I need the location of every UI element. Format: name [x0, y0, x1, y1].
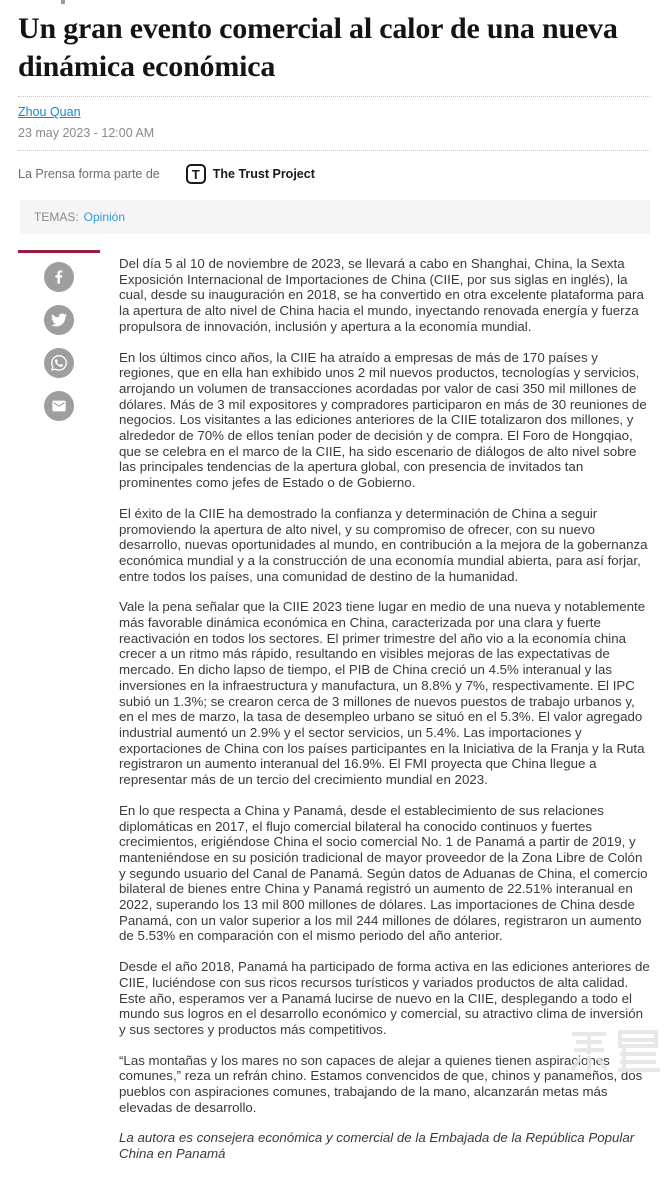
top-edge-artifact [61, 0, 65, 4]
paragraph: El éxito de la CIIE ha demostrado la confianza y determinación de China a seguir promoviendo la apertura de alto nivel, y su compromiso de ofrecer, con su nuevo desarrollo, nuevas oportunidades al mundo, en contribución a la mejora de la gobernanza económica mundial y a la construcción de una economía mundial abierta, para así forjar, entre todos los países, una comunidad de destino de la humanidad. [119, 505, 648, 584]
trust-project-label: The Trust Project [212, 167, 315, 181]
publish-date: 23 may 2023 - 12:00 AM [18, 126, 155, 140]
topics-label: TEMAS: [34, 210, 79, 224]
author-byline: La autora es consejera económica y comercial de la Embajada de la República Popular China en Panamá [119, 1130, 635, 1162]
share-whatsapp-button[interactable] [44, 348, 74, 378]
accent-bar [18, 250, 100, 253]
article-body-region [18, 250, 650, 1177]
trust-project-logo-icon: T [186, 164, 206, 184]
topics-bar [20, 200, 650, 234]
twitter-icon [51, 312, 67, 328]
topic-link-opinion[interactable]: Opinión [83, 210, 126, 224]
page-title: Un gran evento comercial al calor de una nueva dinámica económica [18, 12, 618, 83]
paragraph: En lo que respecta a China y Panamá, desde el establecimiento de sus relaciones diplomáticas en 2017, el flujo comercial bilateral ha conocido continuos y fuertes crecimientos, erigiéndose China el socio comercial No. 1 de Panamá a partir de 2019, y manteniéndose en su posición tradicional de mayor proveedor de la Zona Libre de Colón y segundo usuario del Canal de Panamá. Según datos de Aduanas de China, el comercio bilateral de bienes entre China y Panamá registró un aumento de 22.51% interanual en 2022, superando los 13 mil 800 millones de dólares. Las importaciones de China desde Panamá, con un valor superior a los mil 244 millones de dólares, registraron un aumento de 5.53% en comparación con el mismo periodo del año anterior. [119, 802, 648, 944]
separator [18, 96, 650, 97]
facebook-icon [51, 269, 67, 285]
article-text [119, 250, 650, 1177]
share-email-button[interactable] [44, 391, 74, 421]
share-facebook-button[interactable] [44, 262, 74, 292]
share-buttons [18, 262, 100, 421]
trust-prefix-text: La Prensa forma parte de [18, 167, 160, 181]
share-column [18, 250, 119, 1177]
paragraph: En los últimos cinco años, la CIIE ha atraído a empresas de más de 170 países y regiones, que en ella han exhibido unos 2 mil nuevos productos, tecnologías y servicios, arrojando un volumen de transacciones acordadas por valor de casi 350 mil millones de dólares. Más de 3 mil expositores y compradores participaron en más de 30 reuniones de negocios. Los visitantes a las ediciones anteriores de la CIIE totalizaron dos millones, y alrededor de 70% de ellos tenían poder de decisión y de compra. El Foro de Hongqiao, que se celebra en el marco de la CIIE, ha sido escenario de diálogos de alto nivel sobre las principales tendencias de la apertura global, con presencia de invitados tan prominentes como jefes de Estado o de Gobierno. [119, 349, 647, 491]
trust-project-link[interactable] [186, 164, 315, 184]
author-link[interactable]: Zhou Quan [18, 105, 81, 119]
paragraph: Desde el año 2018, Panamá ha participado de forma activa en las ediciones anteriores de CIIE, luciéndose con sus ricos recursos turísticos y variados productos de alta calidad. Este año, esperamos ver a Panamá lucirse de nuevo en la CIIE, desplegando a todo el mundo sus logros en el desarrollo económico y comercial, su atractivo clima de inversión y sus sectores y productos más competitivos. [119, 959, 650, 1037]
share-twitter-button[interactable] [44, 305, 74, 335]
email-icon [51, 398, 67, 414]
paragraph: Vale la pena señalar que la CIIE 2023 tiene lugar en medio de una nueva y notablemente más favorable dinámica económica en China, caracterizada por una clara y fuerte reactivación en todos los sectores. El primer trimestre del año vio a la economía china crecer a un ritmo más rápido, resultando en visibles mejoras de las expectativas de mercado. En dicho lapso de tiempo, el PIB de China creció un 4.5% interanual y las inversiones en la infraestructura y manufactura, un 8.8% y 7%, respectivamente. El IPC subió un 1.3%; se crearon cerca de 3 millones de nuevos puestos de trabajo urbanos y, en el mes de marzo, la tasa de desempleo urbano se situó en el 5.3%. El valor agregado industrial aumentó un 2.9% y el sector servicios, un 5.4%. Las importaciones y exportaciones de China con los países participantes en la Iniciativa de la Franja y la Ruta registraron un aumento interanual del 16.9%. El FMI proyecta que China llegue a representar más de un tercio del crecimiento mundial en 2023. [119, 599, 646, 788]
paragraph: Del día 5 al 10 de noviembre de 2023, se llevará a cabo en Shanghai, China, la Sexta Exposición Internacional de Importaciones de China (CIIE, por sus siglas en inglés), la cual, desde su inauguración en 2018, se ha convertido en otra excelente plataforma para la apertura de alto nivel de China hacia el mundo, inyectando renovada energía y fuerza propulsora de innovación, inclusión y apertura a la economía mundial. [119, 256, 644, 334]
whatsapp-icon [51, 355, 67, 371]
trust-project-row [18, 151, 650, 198]
paragraph: “Las montañas y los mares no son capaces de alejar a quienes tienen aspiraciones comunes,” reza un refrán chino. Estamos convencidos de que, chinos y panameños, dos pueblos con aspiraciones comunes, trabajando de la mano, alcanzarán metas más elevadas de desarrollo. [119, 1052, 643, 1115]
